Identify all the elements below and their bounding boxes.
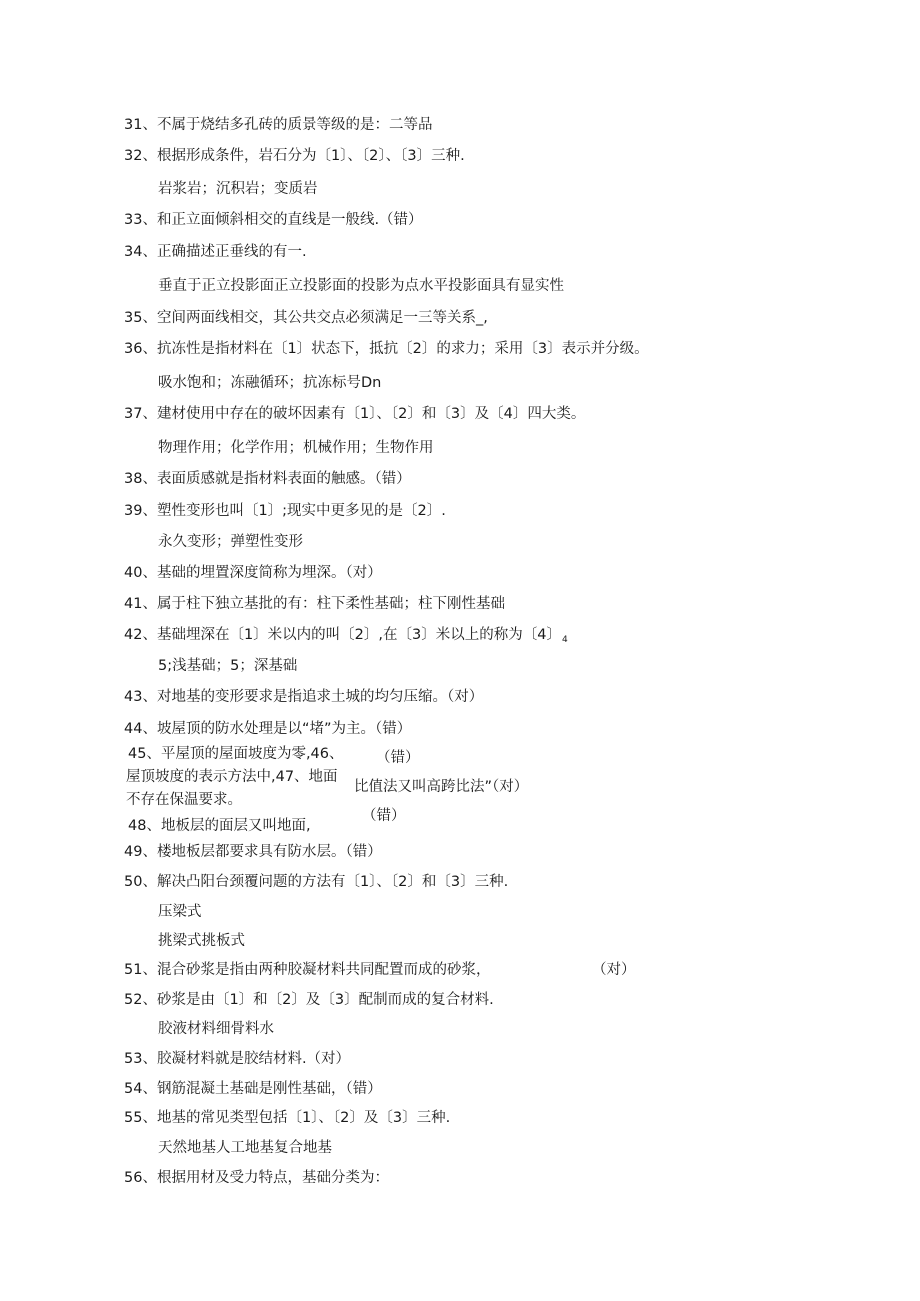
answer-55: 天然地基人工地基复合地基: [158, 1140, 332, 1156]
question-52: 52、砂浆是由〔1〕和〔2〕及〔3〕配制而成的复合材料.: [124, 992, 494, 1008]
question-46-47: 屋顶坡度的表示方法中,47、地面: [126, 769, 338, 785]
question-41: 41、属于柱下独立基批的有：柱下柔性基础；柱下刚性基础: [124, 596, 505, 612]
answer-47-48: （错）: [362, 808, 406, 824]
question-56: 56、根据用材及受力特点，基础分类为：: [124, 1170, 389, 1186]
question-48: 48、地板层的面层又叫地面,: [128, 818, 311, 834]
answer-45: （错）: [376, 750, 420, 766]
question-39: 39、塑性变形也叫〔1〕;现实中更多见的是〔2〕.: [124, 503, 446, 519]
answer-50-a: 压梁式: [158, 904, 202, 920]
answer-42: 5;浅基础；5；深基础: [158, 658, 298, 674]
question-37: 37、建材使用中存在的破坏因素有〔1〕、〔2〕和〔3〕及〔4〕四大类。: [124, 406, 586, 422]
question-33: 33、和正立面倾斜相交的直线是一般线.（错）: [124, 212, 423, 228]
question-40: 40、基础的埋置深度简称为埋深。（对）: [124, 565, 382, 581]
answer-34: 垂直于正立投影面正立投影面的投影为点水平投影面具有显实性: [158, 278, 564, 294]
answer-32: 岩浆岩；沉积岩；变质岩: [158, 181, 318, 197]
question-42: [124, 626, 568, 649]
question-55: 55、地基的常见类型包括〔1〕、〔2〕及〔3〕三种.: [124, 1110, 451, 1126]
question-49: 49、楼地板层都要求具有防水层。（错）: [124, 844, 382, 860]
question-50: 50、解决凸阳台颈覆问题的方法有〔1〕、〔2〕和〔3〕三种.: [124, 874, 509, 890]
answer-52: 胶液材料细骨料水: [158, 1021, 274, 1037]
answer-37: 物理作用；化学作用；机械作用；生物作用: [158, 440, 434, 456]
question-45-46: 45、平屋顶的屋面坡度为零,46、: [128, 746, 344, 762]
answer-36: 吸水饱和；冻融循环；抗冻标号Dn: [158, 375, 382, 391]
question-44: 44、坡屋顶的防水处理是以“堵”为主。（错）: [124, 721, 412, 737]
question-34: 34、正确描述正垂线的有一.: [124, 244, 307, 260]
question-51: 51、混合砂浆是指由两种胶凝材料共同配置而成的砂浆，: [124, 962, 491, 978]
question-43: 43、对地基的变形要求是指追求土城的均匀压缩。（对）: [124, 689, 484, 705]
question-42-text: 42、基础埋深在〔1〕米以内的叫〔2〕,在〔3〕米以上的称为〔4〕: [124, 627, 561, 643]
question-53: 53、胶凝材料就是胶结材料.（对）: [124, 1051, 351, 1067]
question-47-tail: 不存在保温要求。: [126, 792, 242, 808]
answer-51: （对）: [592, 962, 636, 978]
answer-46: 比值法又叫高跨比法”（对）: [354, 779, 529, 795]
question-36: 36、抗冻性是指材料在〔1〕状态下，抵抗〔2〕的求力；采用〔3〕表示并分级。: [124, 341, 649, 357]
answer-50-b: 挑梁式挑板式: [158, 933, 245, 949]
question-35: 35、空间两面线相交，其公共交点必须满足一三等关系_,: [124, 310, 488, 326]
question-32: 32、根据形成条件，岩石分为〔1〕、〔2〕、〔3〕三种.: [124, 148, 465, 164]
question-54: 54、钢筋混凝土基础是刚性基础，（错）: [124, 1081, 382, 1097]
question-31: 31、不属于烧结多孔砖的质景等级的是：二等品: [124, 117, 433, 133]
answer-39: 永久变形；弹塑性变形: [158, 534, 303, 550]
question-38: 38、表面质感就是指材料表面的触感。（错）: [124, 471, 411, 487]
question-42-subscript: 4: [561, 635, 568, 645]
